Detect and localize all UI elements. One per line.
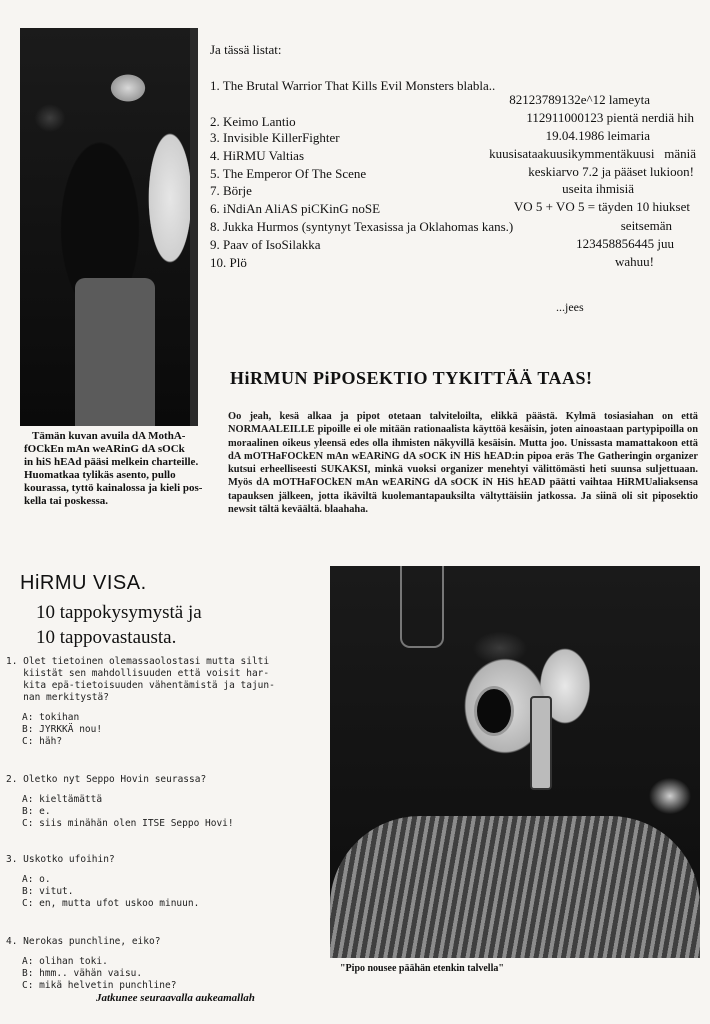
- photo1-figure: [75, 278, 155, 426]
- photo1-caption-line: kourassa, tyttö kainalossa ja kieli pos-: [24, 482, 203, 494]
- question-text: 1. Olet tietoinen olemassaolostasi mutta silti kiistät sen mahdollisuuden että voisit har- kita epä-tietoisuuden vähentämistä ja tajun- nan merkitystä?: [6, 656, 275, 703]
- photo2-striped-shirt: [330, 816, 700, 958]
- photo1-caption-line: kella tai poskessa.: [24, 495, 109, 507]
- list-intro: Ja tässä listat:: [210, 42, 282, 57]
- photo1-caption-line: Huomatkaa tylikäs asento, pullo: [24, 469, 176, 481]
- list-item-value: kuusisataakuusikymmentäkuusi mäniä: [489, 146, 696, 161]
- list-item-name: 2. Keimo Lantio: [210, 114, 296, 129]
- list-item-value: 112911000123 pientä nerdiä hih: [526, 110, 694, 125]
- list-item-name: 3. Invisible KillerFighter: [210, 130, 340, 145]
- photo1-caption: [24, 430, 224, 508]
- quiz-subtitle: 10 tappokysymystä ja: [36, 602, 202, 623]
- answer-option: B: hmm.. vähän vaisu.: [22, 968, 143, 979]
- list-item-value: 19.04.1986 leimaria: [545, 128, 650, 143]
- answer-option: C: en, mutta ufot uskoo minuun.: [22, 898, 200, 909]
- answer-option: C: siis minähän olen ITSE Seppo Hovi!: [22, 818, 234, 829]
- answer-option: B: JYRKKÄ nou!: [22, 724, 103, 735]
- question-text: 4. Nerokas punchline, eiko?: [6, 936, 161, 947]
- photo1-caption-line: Tämän kuvan avuila dA MothA-: [32, 430, 186, 442]
- quiz-subtitle: 10 tappovastausta.: [36, 627, 177, 648]
- answer-option: C: mikä helvetin punchline?: [22, 980, 177, 991]
- list-item-name: 8. Jukka Hurmos (syntynyt Texasissa ja Oklahomas kans.): [210, 219, 514, 234]
- list-item-name: 1. The Brutal Warrior That Kills Evil Monsters blabla..: [210, 78, 496, 93]
- photo2-pipes: [400, 566, 444, 648]
- answer-options: [22, 956, 326, 992]
- list-item-value: 123458856445 juu: [576, 236, 674, 251]
- continued-note: Jatkunee seuraavalla aukeamallah: [96, 992, 255, 1004]
- list-item-name: 9. Paav of IsoSilakka: [210, 237, 321, 252]
- question-text: 2. Oletko nyt Seppo Hovin seurassa?: [6, 774, 207, 785]
- answer-options: [22, 712, 326, 748]
- answer-option: A: kieltämättä: [22, 794, 103, 805]
- answer-option: C: häh?: [22, 736, 63, 747]
- answer-option: B: e.: [22, 806, 51, 817]
- list-item-name: 5. The Emperor Of The Scene: [210, 166, 367, 181]
- photo2-phone: [530, 696, 552, 790]
- list-item-name: 6. iNdiAn AliAS piCKinG noSE: [210, 201, 381, 216]
- list-item-value: keskiarvo 7.2 ja pääset lukioon!: [528, 164, 694, 179]
- photo-screaming-guy-phone: [330, 566, 700, 958]
- article-body: Oo jeah, kesä alkaa ja pipot otetaan talviteloilta, elikkä päästä. Kylmä tosiasiahan on että NORMAALEILLE pipoille ei ole mitään rationaalista käyttöä kesäisin, joten ainoastaan partypipoilla on moraalinen oikeus yleensä edes olla ihmisten näkyvillä kesäisin. Mutta joo. Unissasta mamattakoon että dA mOTHaFOCkEN mAn wEARiNG dA sOCK iN HiS hEAD:in pipoa eräs The Gatheringin organizer kutsui erheelliseesti SUKAKSI, minkä vuoksi organizer menehtyi välittömästi heti suunsa suljettuaan. Myös dA mOTHaFOCkEN mAn wEARiNG dA sOCK iN HiS hEAD päätti vaihtaa HiRMUaliaksensa tapauksen jälkeen, jotta ikäviltä kuolemantapauksilta vältyttäisiin jatkossa. Ja siinä oli sit piposektio newsit tältä keväältä. blaahaha.: [228, 411, 698, 516]
- quiz-question: [6, 774, 326, 830]
- answer-option: A: olihan toki.: [22, 956, 108, 967]
- list-outro: ...jees: [556, 300, 584, 314]
- answer-options: [22, 794, 326, 830]
- photo1-post: [190, 28, 198, 426]
- photo-party-couple: [20, 28, 198, 426]
- answer-option: A: tokihan: [22, 712, 80, 723]
- answer-options: [22, 874, 326, 910]
- quiz-question: [6, 656, 326, 748]
- list-item-value: useita ihmisiä: [562, 181, 634, 196]
- list-item-name: 4. HiRMU Valtias: [210, 148, 305, 163]
- answer-option: A: o.: [22, 874, 51, 885]
- answer-option: B: vitut.: [22, 886, 74, 897]
- question-text: 3. Uskotko ufoihin?: [6, 854, 115, 865]
- photo2-caption: "Pipo nousee päähän etenkin talvella": [340, 963, 504, 974]
- list-item-value: 82123789132e^12 lameyta: [509, 92, 650, 107]
- quiz-question: [6, 854, 326, 910]
- quiz-question: [6, 936, 326, 992]
- list-item-name: 10. Plö: [210, 255, 247, 270]
- list-item-value: wahuu!: [615, 254, 654, 269]
- photo1-caption-line: in hiS hEAd pääsi melkein charteille.: [24, 456, 199, 468]
- quiz-title: HiRMU VISA.: [20, 572, 147, 594]
- photo1-caption-line: fOCkEn mAn weARinG dA sOCk: [24, 443, 185, 455]
- list-item-name: 7. Börje: [210, 183, 252, 198]
- article-title: HiRMUN PiPOSEKTIO TYKITTÄÄ TAAS!: [230, 368, 593, 388]
- list-item-value: VO 5 + VO 5 = täyden 10 hiukset: [513, 199, 690, 214]
- photo2-open-mouth: [474, 686, 514, 736]
- list-item-value: seitsemän: [620, 218, 672, 233]
